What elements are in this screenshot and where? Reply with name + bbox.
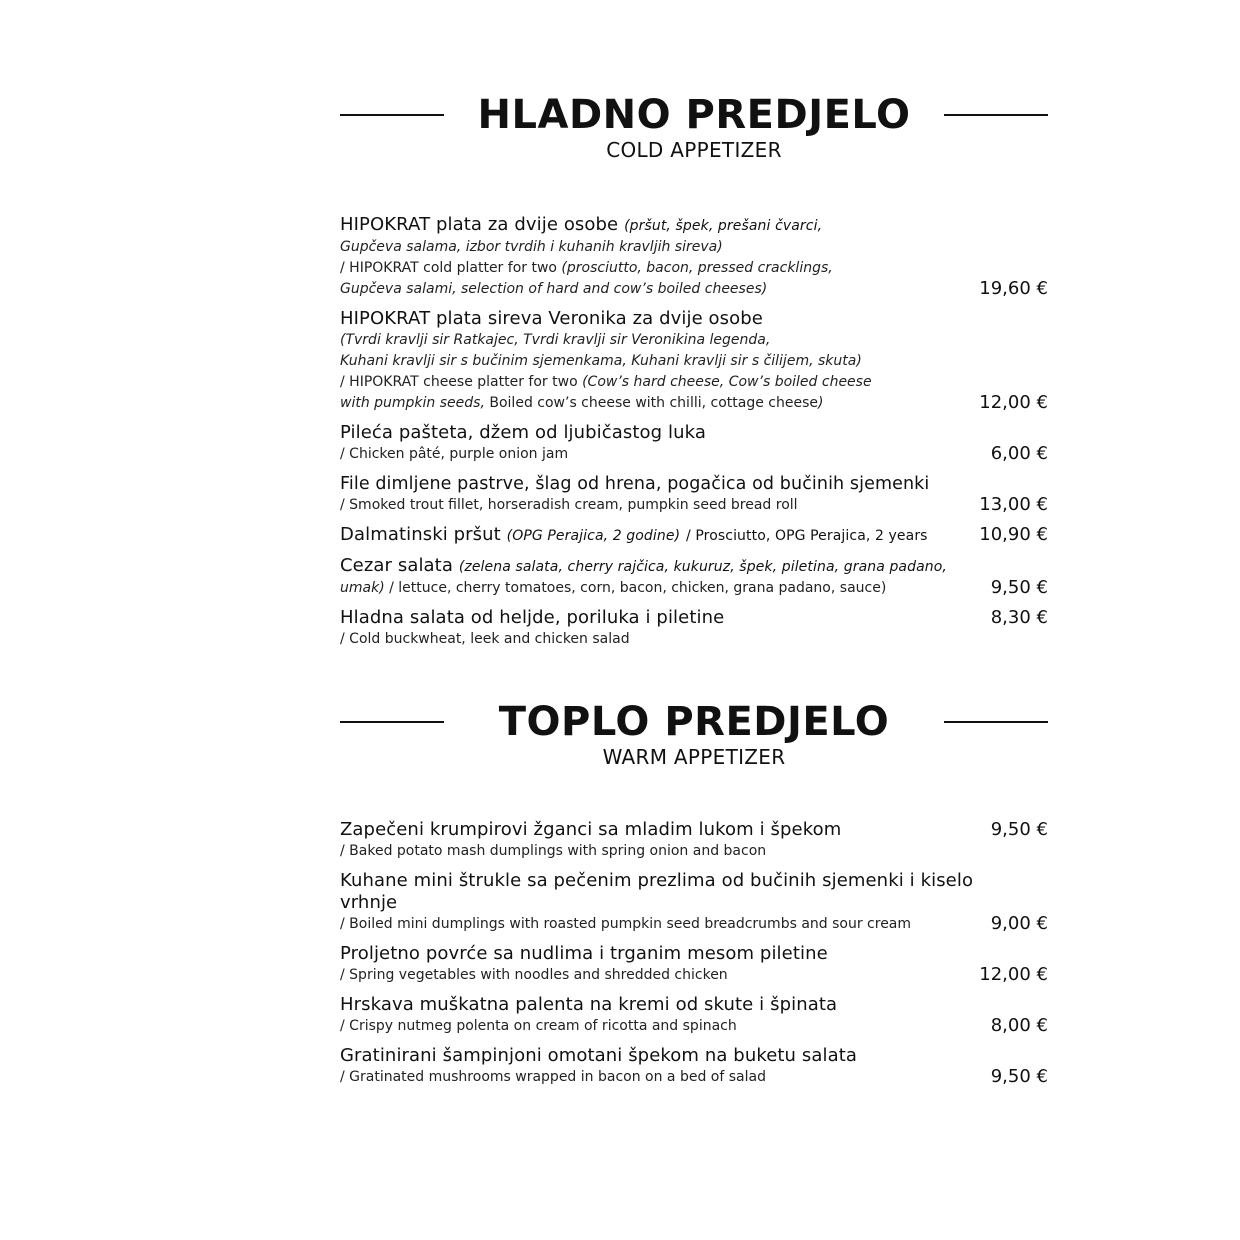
item-name: Cezar salata: [340, 555, 453, 576]
menu-items: [340, 819, 1048, 1088]
item-name: File dimljene pastrve, šlag od hrena, pogačica od bučinih sjemenki: [340, 474, 930, 494]
item-price: 10,90 €: [979, 524, 1048, 545]
item-description: (zelena salata, cherry rajčica, kukuruz, špek, piletina, grana padano,: [458, 559, 947, 575]
item-price: 19,60 €: [979, 278, 1048, 299]
menu-item: [340, 607, 1048, 650]
item-description: (Cow’s hard cheese,: [582, 374, 725, 390]
item-name: Gratinirani šampinjoni omotani špekom na buketu salata: [340, 1045, 858, 1066]
menu-item: [340, 524, 1048, 547]
item-price: 13,00 €: [979, 494, 1048, 515]
item-price: 8,00 €: [990, 1015, 1048, 1036]
item-name: HIPOKRAT plata sireva Veronika za dvije osobe: [340, 308, 763, 329]
item-name: Hrskava muškatna palenta na kremi od skute i špinata: [340, 994, 838, 1015]
item-price: 12,00 €: [979, 964, 1048, 985]
menu-item: [340, 1045, 1048, 1088]
section-title: TOPLO PREDJELO: [498, 699, 890, 745]
item-description: Cow’s boiled cheese: [728, 374, 872, 390]
item-translation: / Boiled mini dumplings with roasted pumpkin seed breadcrumbs and sour cream: [340, 916, 912, 932]
menu-items: [340, 214, 1048, 650]
warm-appetizer-section: [340, 697, 1048, 1096]
item-translation: / Crispy nutmeg polenta on cream of ricotta and spinach: [340, 1018, 737, 1034]
item-description: Kuhani kravlji sir s bučinim sjemenkama, Kuhani kravlji sir s čilijem, skuta): [340, 353, 862, 369]
menu-item: [340, 870, 1048, 935]
menu-item: [340, 943, 1048, 986]
item-price: 9,50 €: [990, 577, 1048, 598]
item-name: Zapečeni krumpirovi žganci sa mladim lukom i špekom: [340, 819, 842, 840]
item-name: HIPOKRAT plata za dvije osobe: [340, 214, 619, 235]
menu-item: [340, 994, 1048, 1037]
item-name: Proljetno povrće sa nudlima i trganim mesom piletine: [340, 943, 828, 964]
menu-item: [340, 555, 1048, 599]
item-description: with pumpkin seeds,: [340, 395, 485, 411]
section-heading: [340, 90, 1048, 140]
item-description: (prosciutto, bacon, pressed cracklings,: [561, 260, 833, 276]
item-translation: / Smoked trout fillet, horseradish cream, pumpkin seed bread roll: [340, 497, 798, 513]
item-description: Gupčeva salama, izbor tvrdih i kuhanih kravljih sireva): [340, 239, 723, 255]
item-translation: / Baked potato mash dumplings with spring onion and bacon: [340, 843, 767, 859]
item-price: 8,30 €: [990, 607, 1048, 628]
item-description: (OPG Perajica, 2 godine): [506, 528, 681, 544]
cold-appetizer-section: [340, 90, 1048, 658]
section-subtitle: WARM APPETIZER: [602, 745, 786, 769]
item-description: umak): [340, 580, 385, 596]
menu-item: [340, 308, 1048, 414]
menu-item: [340, 473, 1048, 516]
item-translation: / Spring vegetables with noodles and shredded chicken: [340, 967, 728, 983]
item-price: 6,00 €: [990, 443, 1048, 464]
item-name: Pileća pašteta, džem od ljubičastog luka: [340, 422, 706, 443]
item-translation: / lettuce, cherry tomatoes, corn, bacon, chicken, grana padano, sauce): [389, 580, 887, 596]
item-name: Dalmatinski pršut: [340, 524, 501, 545]
item-price: 9,50 €: [990, 1066, 1048, 1087]
item-description-end: ): [818, 395, 824, 411]
item-translation: Boiled cow’s cheese with chilli, cottage cheese: [489, 395, 818, 411]
item-price: 9,50 €: [990, 819, 1048, 840]
heading-rule-right: [944, 721, 1048, 723]
section-subtitle: COLD APPETIZER: [606, 138, 782, 162]
item-name: Hladna salata od heljde, poriluka i piletine: [340, 607, 725, 628]
item-translation: / Gratinated mushrooms wrapped in bacon on a bed of salad: [340, 1069, 766, 1085]
item-description: (Tvrdi kravlji sir Ratkajec, Tvrdi kravlji sir Veronikina legenda,: [340, 332, 771, 348]
item-translation: / Cold buckwheat, leek and chicken salad: [340, 631, 630, 647]
item-translation: / Prosciutto, OPG Perajica, 2 years: [686, 528, 928, 544]
menu-item: [340, 214, 1048, 300]
item-translation: / HIPOKRAT cold platter for two: [340, 260, 557, 276]
menu-item: [340, 819, 1048, 862]
item-price: 12,00 €: [979, 392, 1048, 413]
item-translation: / HIPOKRAT cheese platter for two: [340, 374, 578, 390]
item-description: Gupčeva salami, selection of hard and cow’s boiled cheeses): [340, 281, 768, 297]
item-price: 9,00 €: [990, 913, 1048, 934]
item-name: Kuhane mini štrukle sa pečenim prezlima od bučinih sjemenki i kiselo vrhnje: [340, 870, 974, 913]
section-title: HLADNO PREDJELO: [477, 92, 911, 138]
heading-rule-right: [944, 114, 1048, 116]
menu-item: [340, 422, 1048, 465]
item-translation: / Chicken pâté, purple onion jam: [340, 446, 569, 462]
item-description: (pršut, špek, prešani čvarci,: [624, 218, 823, 234]
section-heading: [340, 697, 1048, 747]
